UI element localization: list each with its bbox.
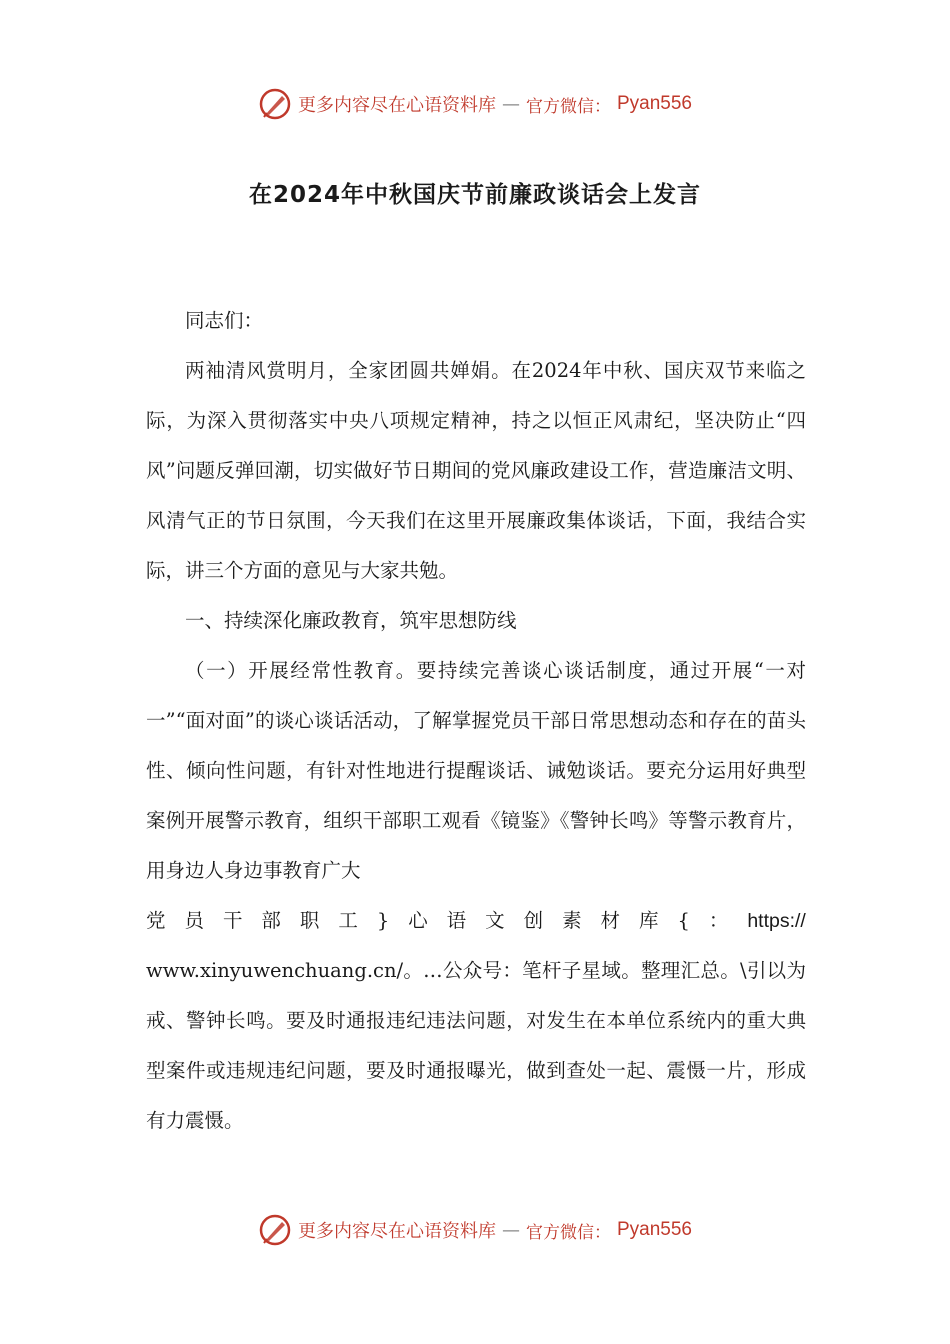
paragraph-1-part-3: www.xinyuwenchuang.cn/。…公众号：笔杆子星域。整理汇总。\引以为戒、警钟长鸣。要及时通报违纪违法问题，对发生在本单位系统内的重大典型案件或违规违纪问题，要及时通报曝光，做到查处一起、震慑一片，形成有力震慑。	[146, 959, 806, 1132]
header-banner	[0, 84, 950, 124]
spread-token: 干	[222, 909, 243, 932]
quill-logo-icon	[258, 87, 292, 121]
paragraph-1-spread-line	[146, 896, 806, 946]
banner-wechat-label: 官方微信：	[525, 96, 611, 117]
spread-token-url: https://	[747, 910, 806, 932]
spread-token: 语	[446, 909, 467, 932]
spread-token: 心	[408, 909, 428, 932]
banner-wechat-id: Pyan556	[616, 93, 692, 114]
document-body	[146, 296, 806, 1146]
spread-token: 库	[639, 909, 659, 932]
banner-slogan: 更多内容尽在心语资料库	[297, 95, 496, 116]
section-heading-1: 一、持续深化廉政教育，筑牢思想防线	[185, 609, 517, 632]
spread-token: {	[677, 909, 690, 932]
quill-logo-icon	[258, 1213, 292, 1247]
paragraph-1-part-1: （一）开展经常性教育。要持续完善谈心谈话制度，通过开展“一对一”“面对面”的谈心谈话活动，了解掌握党员干部日常思想动态和存在的苗头性、倾向性问题，有针对性地进行提醒谈话、诫勉谈话。要充分运用好典型案例开展警示教育，组织干部职工观看《镜鉴》《警钟长鸣》等警示教育片，用身边人身边事教育广大	[146, 659, 806, 882]
footer-banner	[0, 1210, 950, 1250]
spread-token: 材	[600, 909, 621, 932]
spread-token: ：	[708, 909, 729, 932]
paragraph-1	[146, 646, 806, 1146]
spread-token: 文	[485, 909, 505, 932]
spread-token: 员	[184, 909, 204, 932]
intro-paragraph: 两袖清风赏明月，全家团圆共婵娟。在2024年中秋、国庆双节来临之际，为深入贯彻落实中央八项规定精神，持之以恒正风肃纪，坚决防止“四风”问题反弹回潮，切实做好节日期间的党风廉政建设工作，营造廉洁文明、风清气正的节日氛围，今天我们在这里开展廉政集体谈话，下面，我结合实际，讲三个方面的意见与大家共勉。	[146, 359, 806, 582]
spread-token: }	[376, 909, 390, 932]
spread-token: 素	[562, 909, 582, 932]
spread-token: 职	[299, 909, 320, 932]
document-title: 在2024年中秋国庆节前廉政谈话会上发言	[248, 182, 701, 208]
spread-token: 部	[261, 909, 281, 932]
spread-token: 工	[338, 909, 358, 932]
banner-wechat-label: 官方微信：	[525, 1222, 611, 1243]
banner-separator: —	[501, 93, 520, 115]
banner-slogan: 更多内容尽在心语资料库	[297, 1221, 496, 1242]
banner-wechat-id: Pyan556	[616, 1219, 692, 1240]
salutation: 同志们：	[185, 309, 264, 332]
spread-token: 创	[523, 909, 544, 932]
banner-separator: —	[501, 1219, 520, 1241]
spread-token: 党	[146, 909, 166, 932]
